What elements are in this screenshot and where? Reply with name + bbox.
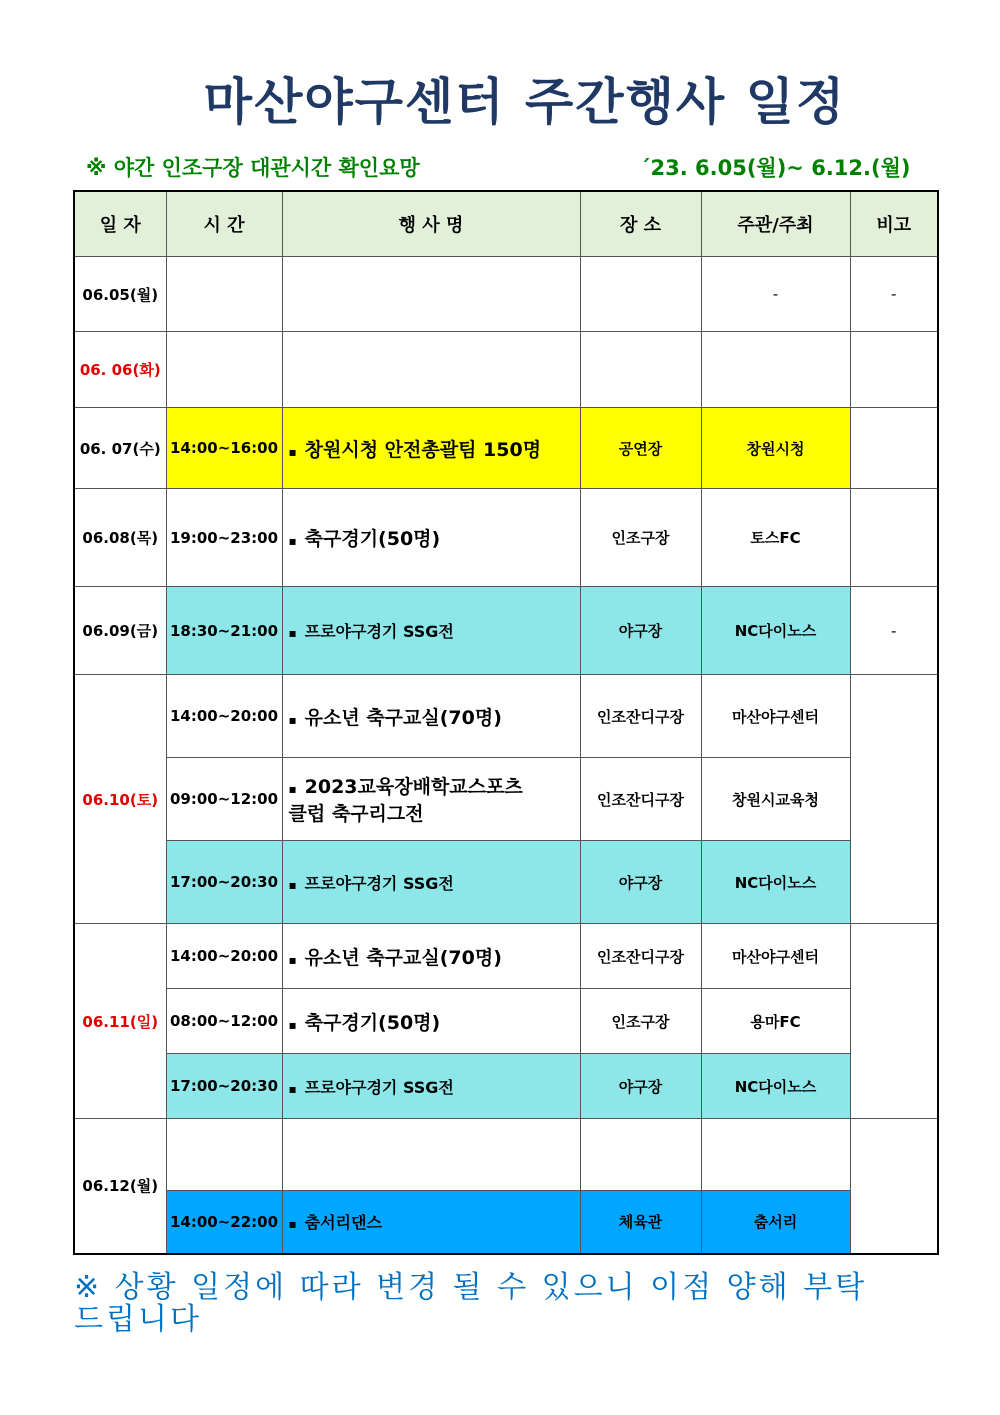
place-cell: 인조잔디구장 bbox=[580, 924, 701, 989]
table-row bbox=[74, 257, 938, 332]
event-cell: ▪ 축구경기(50명) bbox=[282, 989, 580, 1054]
table-row bbox=[74, 332, 938, 408]
place-cell: 야구장 bbox=[580, 587, 701, 675]
time-cell: 08:00~12:00 bbox=[166, 989, 282, 1054]
host-cell: NC다이노스 bbox=[701, 841, 850, 924]
date-cell: 06.10(토) bbox=[74, 675, 166, 924]
notice-text: ※ 야간 인조구장 대관시간 확인요망 bbox=[86, 156, 420, 180]
place-cell: 야구장 bbox=[580, 1054, 701, 1119]
host-cell: 창원시청 bbox=[701, 408, 850, 489]
date-cell: 06.05(월) bbox=[74, 257, 166, 332]
table-row bbox=[74, 1191, 938, 1254]
host-cell: 창원시교육청 bbox=[701, 758, 850, 841]
time-cell: 14:00~20:00 bbox=[166, 675, 282, 758]
date-cell: 06. 06(화) bbox=[74, 332, 166, 408]
header-host: 주관/주최 bbox=[701, 191, 850, 257]
date-cell: 06. 07(수) bbox=[74, 408, 166, 489]
time-cell: 19:00~23:00 bbox=[166, 489, 282, 587]
note-cell: - bbox=[850, 257, 938, 332]
table-header bbox=[74, 191, 938, 257]
host-cell: NC다이노스 bbox=[701, 1054, 850, 1119]
event-cell: ▪ 프로야구경기 SSG전 bbox=[282, 587, 580, 675]
schedule-table bbox=[73, 190, 939, 1255]
time-cell: 09:00~12:00 bbox=[166, 758, 282, 841]
host-cell: NC다이노스 bbox=[701, 587, 850, 675]
host-cell: 토스FC bbox=[701, 489, 850, 587]
table-row bbox=[74, 489, 938, 587]
host-cell: 춤서리 bbox=[701, 1191, 850, 1254]
table-row bbox=[74, 924, 938, 989]
date-cell: 06.08(목) bbox=[74, 489, 166, 587]
header-time: 시 간 bbox=[166, 191, 282, 257]
time-cell: 14:00~22:00 bbox=[166, 1191, 282, 1254]
host-cell: 용마FC bbox=[701, 989, 850, 1054]
page-title: 마산야구센터 주간행사 일정 bbox=[203, 73, 847, 131]
table-row bbox=[74, 408, 938, 489]
time-cell: 14:00~16:00 bbox=[166, 408, 282, 489]
place-cell: 체육관 bbox=[580, 1191, 701, 1254]
table-row bbox=[74, 758, 938, 841]
event-cell: ▪ 유소년 축구교실(70명) bbox=[282, 675, 580, 758]
event-cell: ▪ 프로야구경기 SSG전 bbox=[282, 841, 580, 924]
place-cell: 공연장 bbox=[580, 408, 701, 489]
time-cell: 17:00~20:30 bbox=[166, 1054, 282, 1119]
event-cell: ▪ 춤서리댄스 bbox=[282, 1191, 580, 1254]
date-cell: 06.12(월) bbox=[74, 1119, 166, 1254]
period-text: ´23. 6.05(월)~ 6.12.(월) bbox=[640, 156, 911, 180]
time-cell: 18:30~21:00 bbox=[166, 587, 282, 675]
header-event: 행 사 명 bbox=[282, 191, 580, 257]
date-cell: 06.09(금) bbox=[74, 587, 166, 675]
place-cell: 인조구장 bbox=[580, 989, 701, 1054]
table-row bbox=[74, 1119, 938, 1191]
table-row bbox=[74, 587, 938, 675]
place-cell: 인조구장 bbox=[580, 489, 701, 587]
host-cell: - bbox=[701, 257, 850, 332]
time-cell: 14:00~20:00 bbox=[166, 924, 282, 989]
table-row bbox=[74, 675, 938, 758]
event-cell: ▪ 프로야구경기 SSG전 bbox=[282, 1054, 580, 1119]
place-cell: 인조잔디구장 bbox=[580, 758, 701, 841]
note-cell: - bbox=[850, 587, 938, 675]
table-row bbox=[74, 1054, 938, 1119]
table-row bbox=[74, 841, 938, 924]
host-cell: 마산야구센터 bbox=[701, 924, 850, 989]
event-cell: ▪ 축구경기(50명) bbox=[282, 489, 580, 587]
event-cell: ▪ 2023교육장배학교스포츠클럽 축구리그전 bbox=[282, 758, 580, 841]
event-cell: ▪ 창원시청 안전총괄팀 150명 bbox=[282, 408, 580, 489]
event-cell: ▪ 유소년 축구교실(70명) bbox=[282, 924, 580, 989]
table-row bbox=[74, 989, 938, 1054]
host-cell: 마산야구센터 bbox=[701, 675, 850, 758]
header-place: 장 소 bbox=[580, 191, 701, 257]
header-date: 일 자 bbox=[74, 191, 166, 257]
date-cell: 06.11(일) bbox=[74, 924, 166, 1119]
place-cell: 야구장 bbox=[580, 841, 701, 924]
footer-notice: ※ 상황 일정에 따라 변경 될 수 있으니 이점 양해 부탁드립니다 bbox=[74, 1270, 868, 1337]
header-note: 비고 bbox=[850, 191, 938, 257]
place-cell: 인조잔디구장 bbox=[580, 675, 701, 758]
time-cell: 17:00~20:30 bbox=[166, 841, 282, 924]
